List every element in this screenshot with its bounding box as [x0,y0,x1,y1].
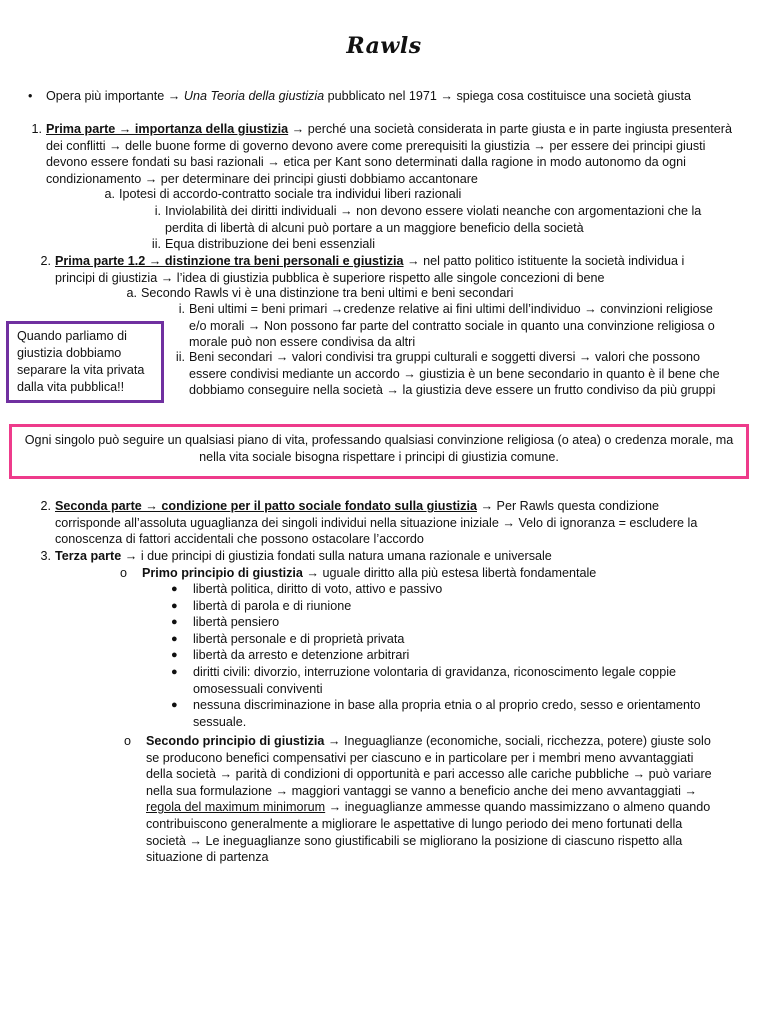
intro-lead: Opera più importante → [46,89,184,103]
second-principle [124,733,722,866]
list-item-text: nessuna discriminazione in base alla propria etnia o al proprio credo, sesso e orientamento sessuale. [193,698,701,729]
first-principle [120,565,742,582]
bullet-marker: ● [171,699,178,712]
section-2a [40,253,715,286]
list-item-text: libertà da arresto e detenzione arbitrari [193,648,410,663]
bullet-marker: ● [171,616,178,629]
list-marker: ii. [151,237,161,251]
bullet-marker: • [28,89,33,103]
section-1 [31,121,750,187]
callout-box [9,424,749,479]
intro-book-title: Una Teoria della giustizia [183,89,325,103]
section-2a-item-i [178,301,721,351]
section-2b [40,498,717,548]
section-3-heading: Terza parte [55,549,122,563]
circle-marker: o [120,566,128,580]
list-item-text: diritti civili: divorzio, interruzione volontaria di gravidanza, riconoscimento legale coppie omosessuali conviventi [193,664,676,696]
list-item-text: Beni secondari → valori condivisi tra gruppi culturali e soggetti diversi → valori che possono essere condivisi mediante un accordo → giustizia è un bene secondario in quanto è il bene che dobbiamo conseguire nella società → la giustizia deve essere un frutto condiviso da più gruppi [189,350,720,398]
list-marker: 3. [40,549,51,563]
section-2a-item-ii [175,349,723,399]
list-item-text: Secondo Rawls vi è una distinzione tra beni ultimi e beni secondari [141,286,514,300]
section-3 [40,548,717,565]
section-1-text: → perché una società considerata in parte giusta e in parte ingiusta presenterà dei conflitti → delle buone forme di governo devono avere come prerequisiti la giustizia → per essere dei principi giusti devono essere fondati su basi razionali → etica per Kant sono determinati dalla ragione in modo autonomo da ogni condizionamento → per determinare dei principi giusti dobbiamo accantonare [46,122,733,186]
bullet-marker: ● [171,599,178,612]
section-2a-heading: Prima parte 1.2 → distinzione tra beni personali e giustizia [55,254,404,268]
callout-text: Ogni singolo può seguire un qualsiasi piano di vita, professando qualsiasi convinzione religiosa (o atea) o credenza morale, ma nella vita sociale bisogna rispettare i principi di giustizia comune. [24,433,734,464]
list-item-text: Equa distribuzione dei beni essenziali [165,237,376,251]
section-1-item-ii [151,236,725,253]
first-principle-text: → uguale diritto alla più estesa libertà fondamentale [302,566,597,580]
section-1-item-a [104,186,739,203]
intro-rest: pubblicato nel 1971 → spiega cosa costituisce una società giusta [324,89,692,103]
section-3-text: → i due principi di giustizia fondati sulla natura umana razionale e universale [121,549,552,563]
circle-marker: o [124,734,132,748]
section-1-item-i [154,203,725,236]
bullet-marker: ● [171,665,178,678]
list-item-text: libertà di parola e di riunione [193,598,352,613]
section-2b-text: → Per Rawls questa condizione corrisponde all’assoluta uguaglianza dei singoli individui nella situazione iniziale → Velo di ignoranza = escludere la conoscenza di fattori accidentali che possono ostacolare l’accordo [55,499,698,547]
section-2b-heading: Seconda parte → condizione per il patto sociale fondato sulla giustizia [55,499,477,513]
list-marker: i. [154,204,161,218]
list-marker: 1. [31,122,42,136]
bullet-marker: ● [171,649,178,662]
list-marker: ii. [175,350,185,364]
first-principle-list [171,581,713,730]
list-marker: a. [126,286,137,300]
list-item-text: libertà politica, diritto di voto, attivo e passivo [193,582,443,596]
intro-bullet [28,88,756,105]
bullet-marker: ● [171,583,178,595]
list-item-text: Beni ultimi = beni primari →credenze relative ai fini ultimi dell’individuo → convinzioni religiose e/o morali → Non possono far parte del contratto sociale in quanto una convinzione religiosa o morale può non essere condivisa da altri [189,302,715,350]
first-principle-heading: Primo principio di giustizia [142,566,303,580]
side-note-box [6,321,164,403]
side-note-text: Quando parliamo di giustizia dobbiamo separare la vita privata dalla vita pubblica!! [17,329,145,394]
list-marker: 2. [40,254,51,268]
list-item-text: Ipotesi di accordo-contratto sociale tra individui liberi razionali [119,187,462,201]
section-2a-item-a [126,285,731,302]
list-marker: i. [178,302,185,316]
list-item-text: libertà pensiero [193,615,280,630]
page-title: Rawls [346,33,422,59]
second-principle-heading: Secondo principio di giustizia [146,734,325,748]
section-1-heading: Prima parte → importanza della giustizia [46,122,289,136]
list-marker: a. [104,187,115,201]
section-2a-text: → nel patto politico istituente la società individua i principi di giustizia → l’idea di giustizia pubblica è superiore rispetto alle singole concezioni di bene [55,254,685,285]
bullet-marker: ● [171,632,178,645]
second-principle-text-b: → ineguaglianze ammesse quando massimizzano o almeno quando contribuiscono generalmente a migliorare le aspettative di lungo periodo dei meno fortunati della società → Le ineguaglianze sono giustificabili se migliorano la posizione di ciascuno rispetto alla situazione di partenza [146,800,711,865]
maximum-minimorum-rule: regola del maximum minimorum [146,800,326,815]
list-item-text: libertà personale e di proprietà privata [193,631,405,646]
list-item-text: Inviolabilità dei diritti individuali → non devono essere violati neanche con argomentazioni che la perdita di libertà di alcuni può portare a un maggiore beneficio della società [165,204,702,235]
list-marker: 2. [40,499,51,513]
second-principle-text-a: → Ineguaglianze (economiche, sociali, ricchezza, potere) giuste solo se producono benefici compensativi per ciascuno e in particolare per i membri meno avvantaggiati della società → parità di condizioni di opportunità e pari accesso alle cariche pubbliche → può variare nella sua formulazione → maggiori vantaggi se vanno a beneficio anche dei meno avvantaggiati → [146,734,712,798]
